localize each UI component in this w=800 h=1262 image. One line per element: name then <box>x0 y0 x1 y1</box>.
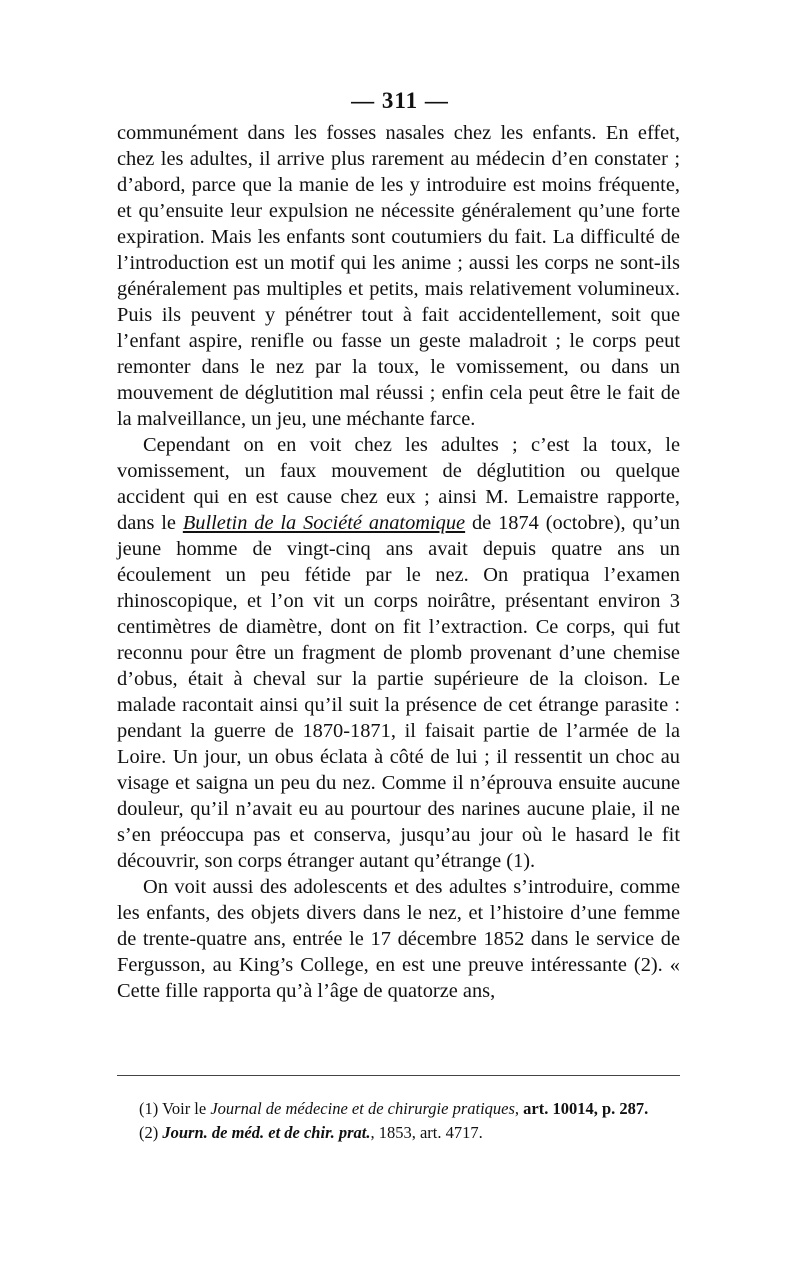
footnote-1-marker: (1) Voir le <box>139 1099 211 1118</box>
page-number: — 311 — <box>351 88 449 113</box>
paragraph-2-text-a: Cependant on en voit chez les adultes ; c’est la toux, le vomissement, un faux mouvement de déglutition ou quelque accident qui en est cause chez eux ; ainsi M. Lemaistre rapporte, dans le <box>117 434 680 534</box>
paragraph-2 <box>117 432 680 874</box>
footnote-2-ref: , 1853, art. 4717. <box>370 1123 483 1142</box>
footnote-1-sep: , <box>514 1099 524 1118</box>
footnotes <box>117 1097 680 1145</box>
paragraph-3 <box>117 874 680 1004</box>
footnote-divider <box>117 1075 680 1076</box>
paragraph-1 <box>117 120 680 432</box>
footnote-1-journal: Journal de médecine et de chirurgie pratiques <box>210 1099 515 1118</box>
body-text <box>117 120 680 1004</box>
footnote-1-ref: art. 10014, p. 287. <box>523 1099 649 1118</box>
paragraph-1-text: communément dans les fosses nasales chez les enfants. En effet, chez les adultes, il arrive plus rarement au médecin d’en constater ; d’abord, parce que la manie de les y introduire est moins fréquente, et qu’ensuite leur expulsion ne nécessite généralement qu’une forte expiration. Mais les enfants sont coutumiers du fait. La difficulté de l’introduction est un motif qui les anime ; aussi les corps ne sont-ils généralement pas multiples et petits, mais relativement volumineux. Puis ils peuvent y pénétrer tout à fait accidentellement, soit que l’enfant aspire, renifle ou fasse un geste maladroit ; le corps peut remonter dans le nez par la toux, le vomissement, ou dans un mouvement de déglutition mal réussi ; enfin cela peut être le fait de la malveillance, un jeu, une méchante farce. <box>117 122 680 430</box>
footnote-1 <box>117 1097 680 1121</box>
bulletin-citation: Bulletin de la Société anatomique <box>182 512 466 534</box>
footnote-2-marker: (2) <box>139 1123 163 1142</box>
paragraph-2-text-b: de 1874 (octobre), qu’un jeune homme de vingt-cinq ans avait depuis quatre ans un écoulement un peu fétide par le nez. On pratiqua l’examen rhinoscopique, et l’on vit un corps noirâtre, présentant environ 3 centimètres de diamètre, dont on fit l’extraction. Ce corps, qui fut reconnu pour être un fragment de plomb provenant d’une chemise d’obus, était à cheval sur la partie supérieure de la cloison. Le malade racontait ainsi qu’il suit la présence de cet étrange parasite : pendant la guerre de 1870-1871, il faisait partie de l’armée de la Loire. Un jour, un obus éclata à côté de lui ; il ressentit un choc au visage et saigna un peu du nez. Comme il n’éprouva ensuite aucune douleur, qu’il n’avait eu au pourtour des narines aucune plaie, il ne s’en préoccupa pas et conserva, jusqu’au jour où le hasard le fit découvrir, son corps étranger autant qu’étrange (1). <box>117 512 680 872</box>
footnote-2-journal: Journ. de méd. et de chir. prat. <box>162 1123 371 1142</box>
footnote-2 <box>117 1121 680 1145</box>
paragraph-3-text: On voit aussi des adolescents et des adultes s’introduire, comme les enfants, des objets divers dans le nez, et l’histoire d’une femme de trente-quatre ans, entrée le 17 décembre 1852 dans le service de Fergusson, au King’s College, en est une preuve intéressante (2). « Cette fille rapporta qu’à l’âge de quatorze ans, <box>117 876 680 1002</box>
